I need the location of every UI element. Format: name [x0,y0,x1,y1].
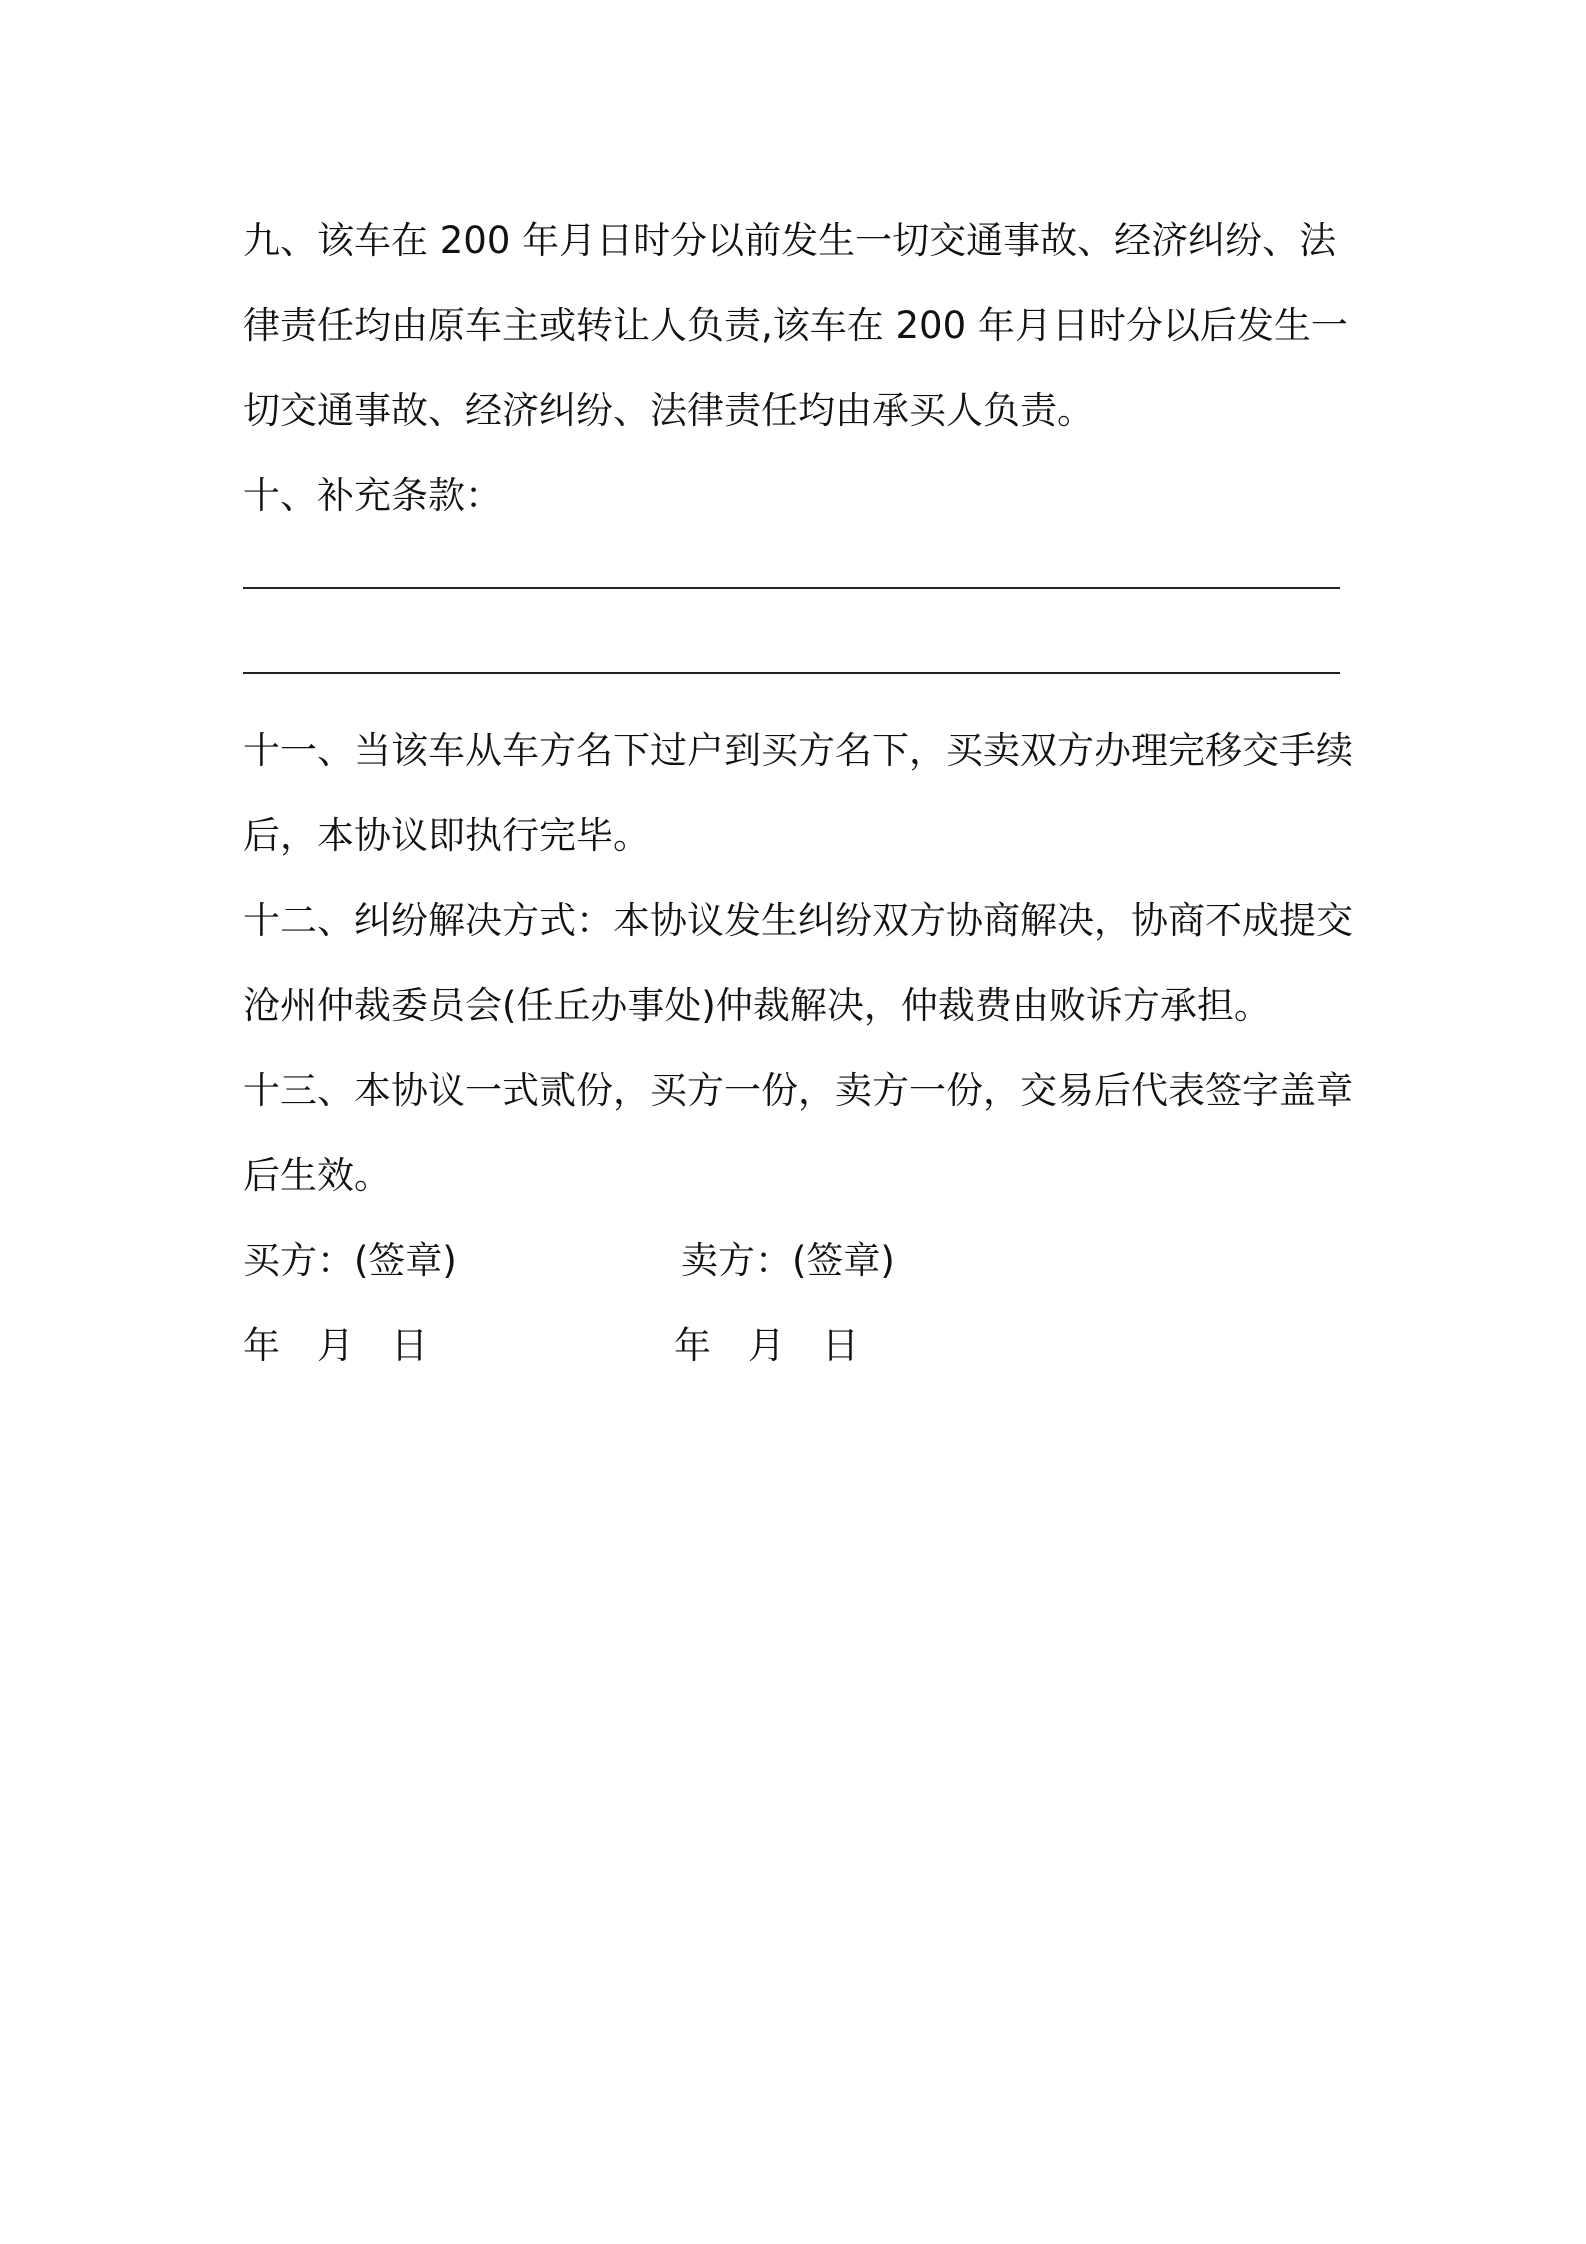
buyer-date: 年 月 日 [243,1324,428,1367]
clause-nine: 九、该车在 200 年月日时分以前发生一切交通事故、经济纠纷、法律责任均由原车主或转让人负责,该车在 200 年月日时分以后发生一切交通事故、经济纠纷、法律责任均由承买人负责。 [243,219,1348,432]
date-row [243,1303,1363,1388]
blank-rule [243,587,1340,589]
agreement-page [243,198,1363,1388]
clause-ten: 十、补充条款： [243,474,502,517]
clause-twelve: 十二、纠纷解决方式：本协议发生纠纷双方协商解决，协商不成提交沧州仲裁委员会(任丘办事处)仲裁解决，仲裁费由败诉方承担。 [243,899,1353,1027]
buyer-signature-label: 买方：(签章) [243,1239,457,1282]
seller-date: 年 月 日 [674,1324,859,1367]
supplement-blank-line-2 [243,623,1363,708]
supplement-blank-line-1 [243,538,1363,623]
signature-row [243,1218,1363,1303]
clause-thirteen: 十三、本协议一式贰份，买方一份，卖方一份，交易后代表签字盖章后生效。 [243,1069,1353,1197]
seller-signature-label: 卖方：(签章) [681,1239,895,1282]
blank-rule [243,672,1340,674]
clause-eleven: 十一、当该车从车方名下过户到买方名下，买卖双方办理完移交手续后，本协议即执行完毕。 [243,729,1353,857]
